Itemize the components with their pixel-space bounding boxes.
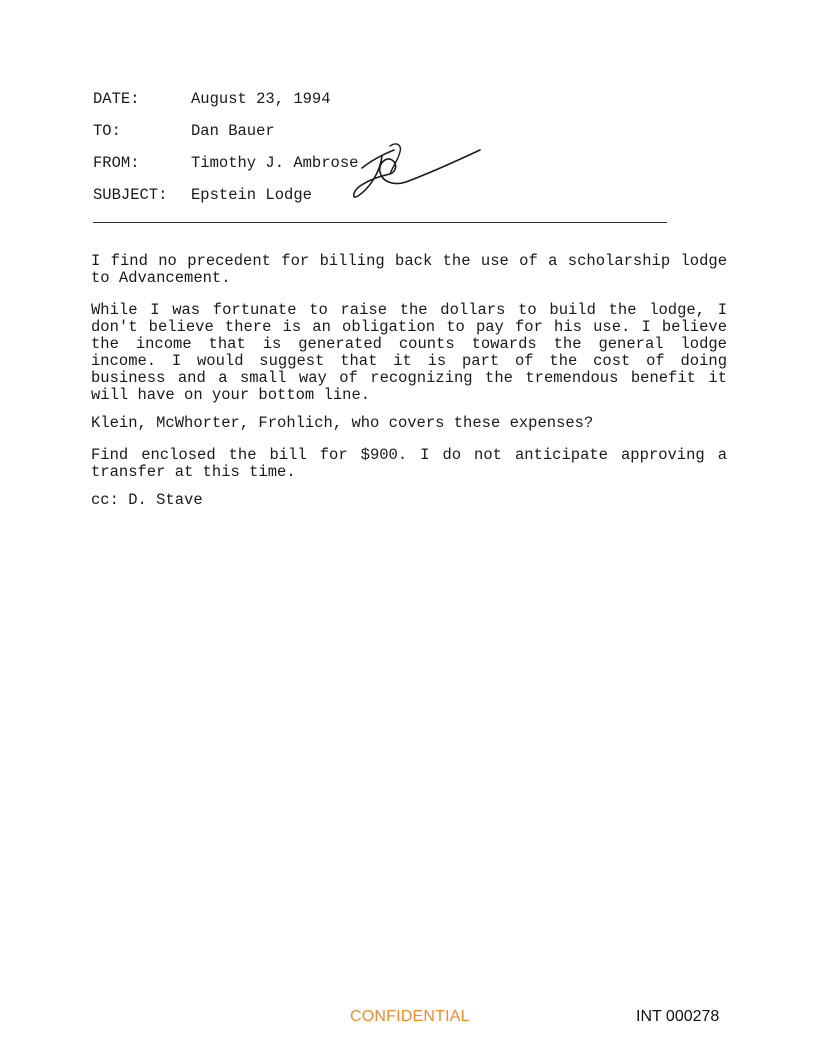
cc-line: cc: D. Stave: [91, 491, 203, 509]
body-paragraph-3: Klein, McWhorter, Frohlich, who covers these expenses?: [91, 414, 594, 432]
document-id: INT 000278: [636, 1008, 720, 1025]
confidential-stamp: CONFIDENTIAL: [350, 1008, 470, 1025]
body-paragraph-1: I find no precedent for billing back the use of a scholarship lodge to Advancement.: [91, 252, 727, 287]
body-paragraph-4: Find enclosed the bill for $900. I do not anticipate approving a transfer at this time.: [91, 446, 727, 481]
subject-label: SUBJECT:: [93, 186, 168, 204]
to-label: TO:: [93, 122, 121, 140]
from-label: FROM:: [93, 154, 140, 172]
header-divider: [93, 222, 667, 223]
date-label: DATE:: [93, 90, 140, 108]
date-value: August 23, 1994: [191, 90, 331, 108]
subject-value: Epstein Lodge: [191, 186, 312, 204]
from-value: Timothy J. Ambrose: [191, 154, 359, 172]
body-paragraph-2: While I was fortunate to raise the dollars to build the lodge, I don't believe there is an obligation to pay for his use. I believe the income that is generated counts towards the general lodge income. I would suggest that it is part of the cost of doing business and a small way of recognizing the tremendous benefit it will have on your bottom line.: [91, 301, 727, 404]
handwritten-signature: [350, 138, 485, 206]
to-value: Dan Bauer: [191, 122, 275, 140]
